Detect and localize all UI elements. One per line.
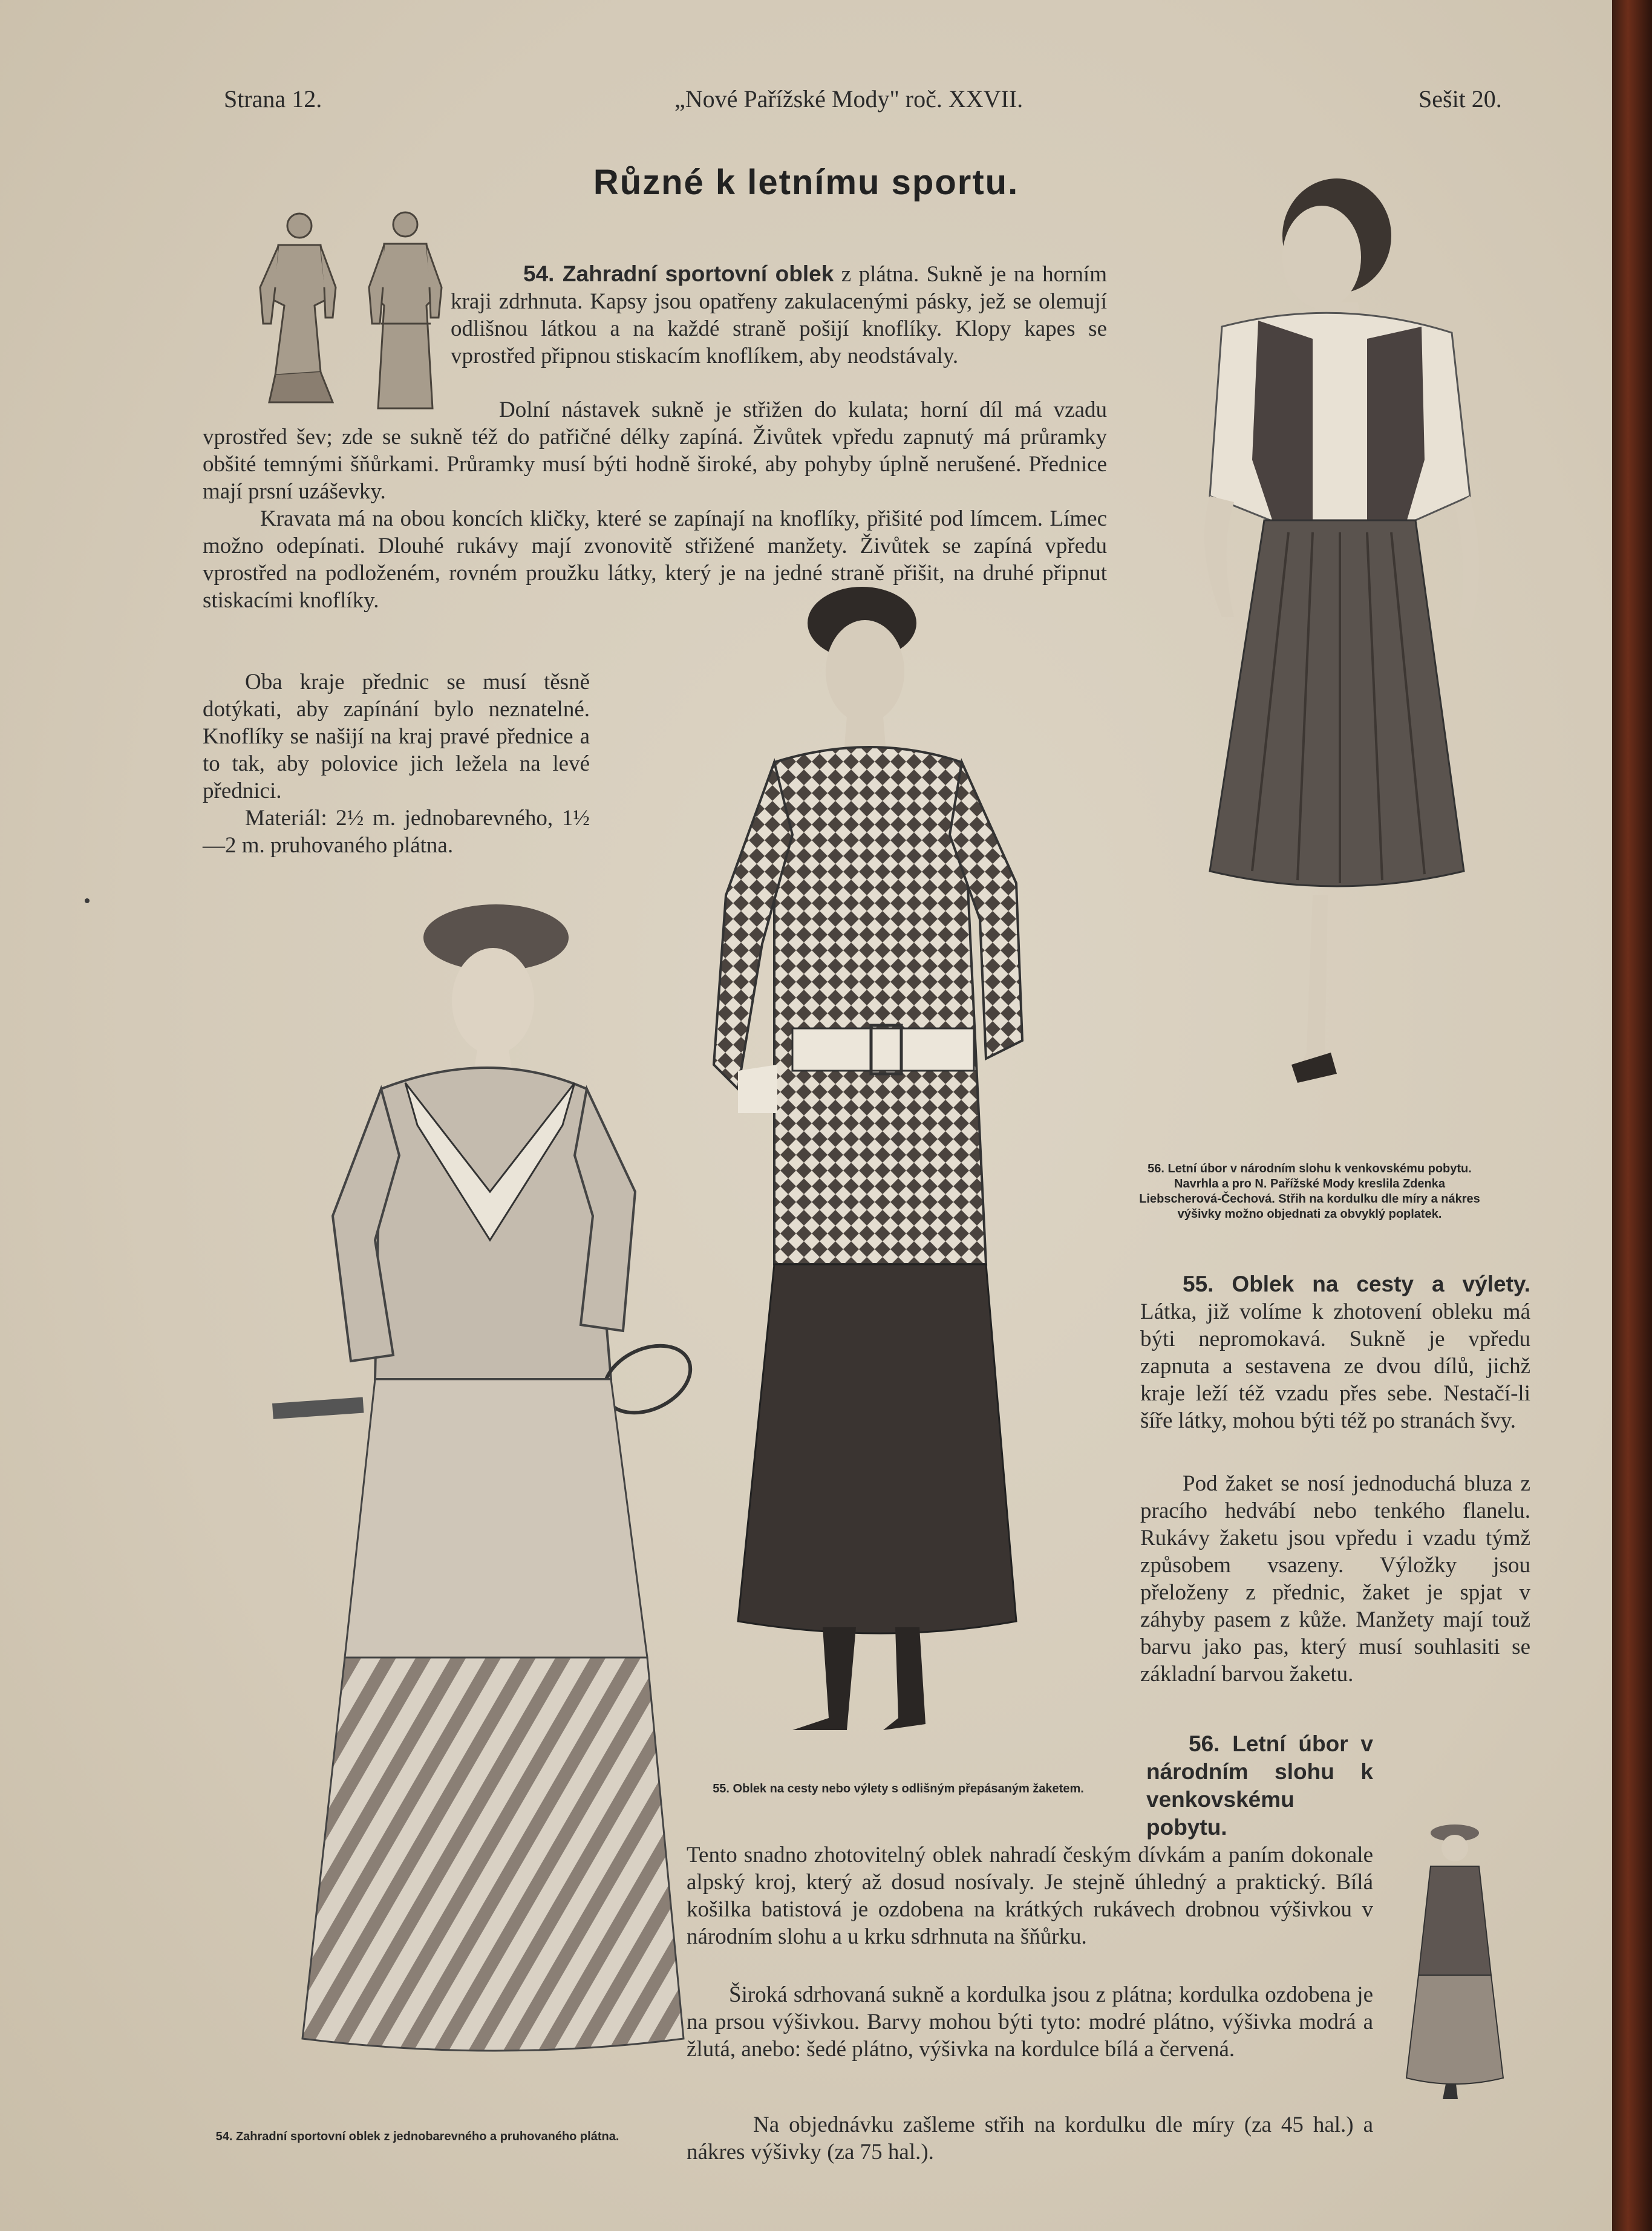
caption-fig-55: 55. Oblek na cesty nebo výlety s odlišným přepásaným žaketem. (713, 1782, 1084, 1795)
issue-number: Sešit 20. (1419, 85, 1502, 113)
article-56-p3: Na objednávku zašleme střih na kordulku dle míry (za 45 hal.) a nákres výšivky (za 75 hal.). (687, 2112, 1373, 2164)
costume-illustration-55 (702, 581, 1065, 1730)
article-54-p2: Dolní nástavek sukně je střižen do kulata; horní díl má vzadu vprostřed šev; zde se sukně též do patřičné délky zapíná. Živůtek vpředu zapnutý má průramky obšité temnými šňůrkami. Průramky musí býti hodně široké, aby pohyby úplně nerušené. Přednice mají prsní uzáševky. (203, 397, 1107, 504)
article-55-p2: Pod žaket se nosí jednoduchá bluza z pracího hedvábí nebo tenkého flanelu. Rukávy žaketu jsou vpředu i vzadu týmž způsobem vsazeny. Výložky jsou přeloženy z přednic, žaket je spjat v záhyby pasem z kůže. Manžety mají touž barvu jako pas, který musí souhlasiti se základní barvou žaketu. (1140, 1471, 1530, 1687)
article-54-p3: Kravata má na obou koncích kličky, které se zapínají na knoflíky, přišité pod límcem. Límec možno odepínati. Dlouhé rukávy mají zvonovitě střižené manžety. Živůtek se zapíná vpředu vprostřed na podloženém, rovném proužku látky, který je na jedné straně přišit, na druhé připnut stiskacími knoflíky. (203, 506, 1107, 613)
article-56-p2: Široká sdrhovaná sukně a kordulka jsou z plátna; kordulka ozdobena je na prsou výšivkou. Barvy mohou býti tyto: modré plátno, výšivka modrá a žlutá, anebo: šedé plátno, výšivka na kordulce bílá a červená. (687, 1982, 1373, 2062)
magazine-title: „Nové Pařížské Mody" roč. XXVII. (674, 85, 1024, 113)
article-55-p1-text: Látka, již volíme k zhotovení obleku má býti nepromokavá. Sukně je vpředu zapnuta a sestavena ze dvou dílů, jichž kraje leží též vzadu přes sebe. Nestačí-li šíře látky, mohou býti též po stranách švy. (1140, 1299, 1530, 1433)
article-55-heading: 55. Oblek na cesty a výlety. (1183, 1272, 1530, 1296)
article-54-p1 (451, 260, 1107, 370)
article-54-p5: Materiál: 2½ m. jednobarevného, 1½—2 m. pruhovaného plátna. (203, 806, 590, 858)
binding-spine (1612, 0, 1652, 2231)
page-title: Různé k letnímu sportu. (593, 163, 1019, 202)
article-55-p1 (1140, 1270, 1530, 1434)
costume-illustration-56 (1186, 157, 1524, 1125)
page-number: Strana 12. (224, 85, 322, 113)
caption-fig-56: 56. Letní úbor v národním slohu k venkovskému pobytu. Navrhla a pro N. Pařížské Mody kreslila Zdenka Liebscherová-Čechová. Střih na kordulku dle míry a nákres výšivky možno objednati za obvyklý poplatek. (1139, 1162, 1480, 1221)
article-56-p1 (687, 1730, 1373, 1950)
small-costume-sketch (1400, 1818, 1509, 2102)
print-speck (85, 898, 90, 903)
article-54-p1-text: z plátna. Sukně je na horním kraji zdrhnuta. Kapsy jsou opatřeny zakulacenými pásky, jež se olemují odlišnou látkou a na každé straně pošijí knoflíky. Klopy kapes se vprostřed připnou stiskacím knoflíkem, aby neodstávaly. (451, 262, 1107, 368)
article-56-p1-text: Tento snadno zhotovitelný oblek nahradí českým dívkám a paním dokonale alpský kroj, který až dosud nosívaly. Je stejně úhledný a praktický. Bílá košilka batistová je ozdobena na krátkých rukávech drobnou výšivkou v národním slohu a u krku sdrhnuta na šňůrku. (687, 1843, 1373, 1949)
pattern-sketch-figure (242, 209, 460, 414)
caption-fig-54: 54. Zahradní sportovní oblek z jednobarevného a pruhovaného plátna. (215, 2130, 619, 2143)
article-54-p4: Oba kraje přednic se musí těsně dotýkati, aby zapínání bylo neznatelné. Knoflíky se našijí na kraj pravé přednice a to tak, aby polovice jich ležela na levé přednici. (203, 670, 590, 803)
article-56-heading: 56. Letní úbor v národním slohu k venkovskému pobytu. (1146, 1731, 1373, 1840)
costume-illustration-54 (224, 901, 708, 2081)
article-54-heading: 54. Zahradní sportovní oblek (523, 261, 834, 286)
